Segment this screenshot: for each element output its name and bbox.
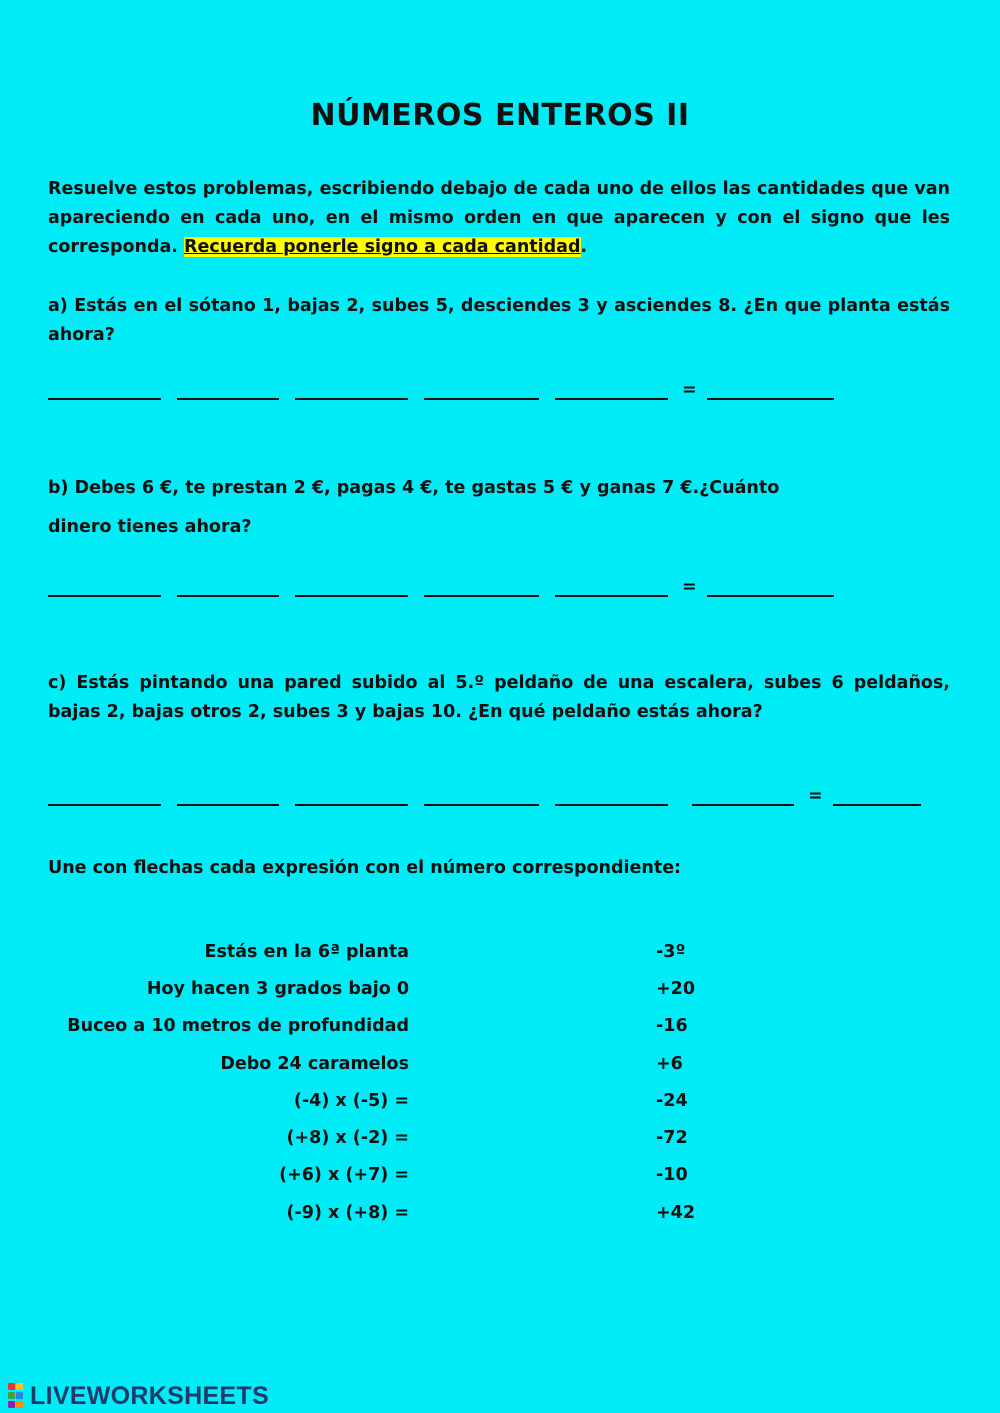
liveworksheets-logo xyxy=(8,1381,269,1411)
answer-blank[interactable] xyxy=(177,577,279,597)
answer-blank[interactable] xyxy=(295,577,408,597)
problem-b-text-line-2: dinero tienes ahora? xyxy=(48,517,252,537)
match-right-item[interactable]: -16 xyxy=(656,1016,688,1036)
page-title: NÚMEROS ENTEROS II xyxy=(310,98,690,133)
result-blank[interactable] xyxy=(833,786,921,806)
result-blank[interactable] xyxy=(707,380,834,400)
match-left-item[interactable]: Estás en la 6ª planta xyxy=(204,942,409,962)
equals-sign: = xyxy=(808,786,823,806)
answer-blank[interactable] xyxy=(424,380,539,400)
problem-c-text: c) Estás pintando una pared subido al 5.º peldaño de una escalera, subes 6 peldaños, bajas 2, bajas otros 2, subes 3 y bajas 10. ¿En qué peldaño estás ahora? xyxy=(48,673,950,722)
answer-blank[interactable] xyxy=(555,380,668,400)
matching-instruction: Une con flechas cada expresión con el número correspondiente: xyxy=(48,858,682,878)
problem-a-answer-row xyxy=(48,380,850,404)
answer-blank[interactable] xyxy=(295,786,408,806)
answer-blank[interactable] xyxy=(48,380,161,400)
problem-c-answer-row xyxy=(48,786,937,810)
answer-blank[interactable] xyxy=(177,380,279,400)
answer-blank[interactable] xyxy=(692,786,794,806)
match-left-item[interactable]: Hoy hacen 3 grados bajo 0 xyxy=(146,979,409,999)
match-left-item[interactable]: (+6) x (+7) = xyxy=(279,1165,409,1185)
answer-blank[interactable] xyxy=(555,577,668,597)
match-right-item[interactable]: -10 xyxy=(656,1165,688,1185)
match-left-item[interactable]: (+8) x (-2) = xyxy=(286,1128,409,1148)
problem-a-text: a) Estás en el sótano 1, bajas 2, subes 5, desciendes 3 y asciendes 8. ¿En que planta estás ahora? xyxy=(48,296,950,345)
answer-blank[interactable] xyxy=(177,786,279,806)
answer-blank[interactable] xyxy=(295,380,408,400)
match-right-item[interactable]: -72 xyxy=(656,1128,688,1148)
instructions-text: Resuelve estos problemas, escribiendo debajo de cada uno de ellos las cantidades que van apareciendo en cada uno, en el mismo orden en que aparecen y con el signo que les corresponda. xyxy=(48,179,950,257)
equals-sign: = xyxy=(682,577,697,597)
answer-blank[interactable] xyxy=(48,577,161,597)
instructions xyxy=(48,175,950,262)
answer-blank[interactable] xyxy=(424,577,539,597)
problem-b-text-line-1: b) Debes 6 €, te prestan 2 €, pagas 4 €, te gastas 5 € y ganas 7 €.¿Cuánto xyxy=(48,478,780,498)
answer-blank[interactable] xyxy=(48,786,161,806)
equals-sign: = xyxy=(682,380,697,400)
liveworksheets-brand: LIVEWORKSHEETS xyxy=(30,1381,269,1410)
instructions-highlight: Recuerda ponerle signo a cada cantidad xyxy=(184,237,581,257)
match-right-item[interactable]: +20 xyxy=(656,979,696,999)
problem-b-answer-row xyxy=(48,577,850,601)
match-right-item[interactable]: -24 xyxy=(656,1091,688,1111)
result-blank[interactable] xyxy=(707,577,834,597)
match-right-item[interactable]: +6 xyxy=(656,1054,683,1074)
answer-blank[interactable] xyxy=(555,786,668,806)
instructions-end: . xyxy=(580,237,588,257)
match-left-item[interactable]: Buceo a 10 metros de profundidad xyxy=(67,1016,409,1036)
match-right-item[interactable]: -3º xyxy=(656,942,686,962)
answer-blank[interactable] xyxy=(424,786,539,806)
match-left-item[interactable]: Debo 24 caramelos xyxy=(220,1054,409,1074)
match-left-item[interactable]: (-9) x (+8) = xyxy=(286,1203,409,1223)
liveworksheets-logo-icon xyxy=(8,1383,28,1409)
match-right-item[interactable]: +42 xyxy=(656,1203,696,1223)
match-left-item[interactable]: (-4) x (-5) = xyxy=(293,1091,409,1111)
